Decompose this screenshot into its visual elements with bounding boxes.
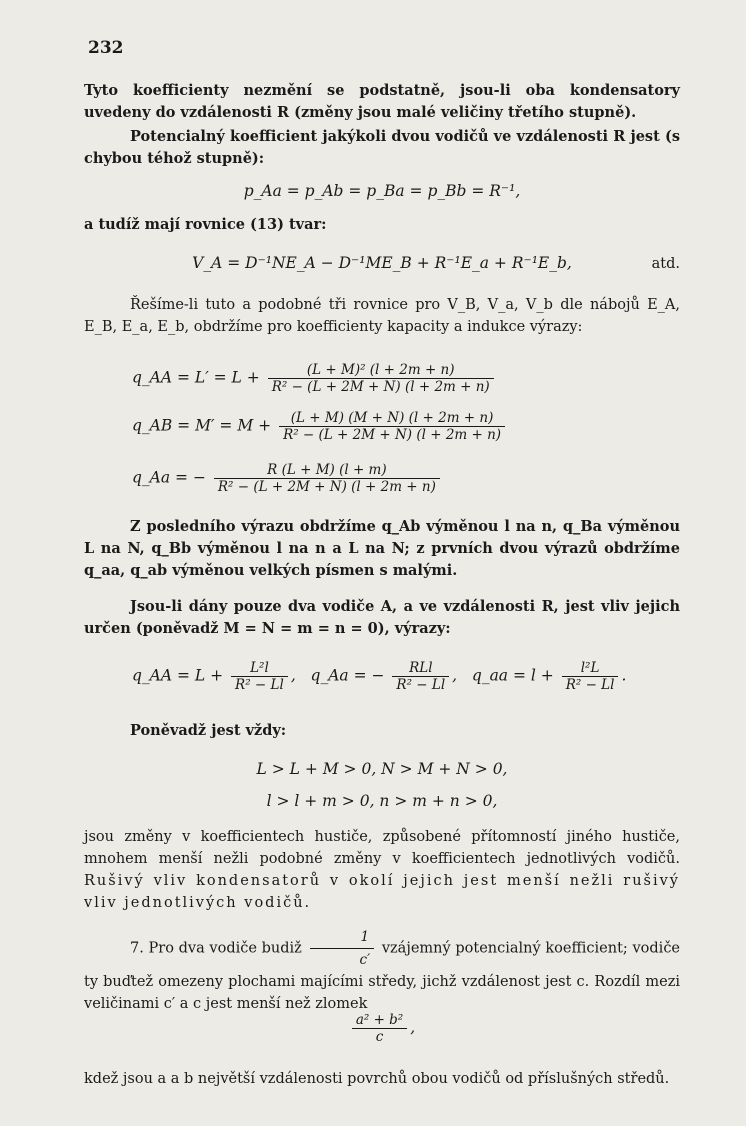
paragraph-two-conductors: Jsou-li dány pouze dva vodiče A, a ve vzdálenosti R, jest vliv jejich určen (poněvadž M = N = m = n = 0), výrazy:: [84, 598, 680, 637]
fraction-qAA: [268, 362, 494, 395]
fraction-qaa-two: [562, 660, 619, 693]
paragraph-coefficients-unchanged: Tyto koefficienty nezmění se podstatně, jsou-li oba kondensatory uvedeny do vzdálenosti R (změny jsou malé veličiny třetího stupně).: [84, 82, 680, 121]
equation-two-conductors: q_AA = L + $\frac{\text{L²l}}{\text{R² − Ll}}$ , q_Aa = − $\frac{\text{RLl}}{\text{R² − Ll}}$ , q_aa = l + $\frac{\text{l²L}}{\text{R² − Ll}}$ .: [132, 660, 627, 693]
paragraph-solving-equations: Řešíme-li tuto a podobné tři rovnice pro V_B, V_a, V_b dle nábojů E_A, E_B, E_a, E_b, obdržíme pro koefficienty kapacity a indukce výrazy:: [84, 297, 680, 335]
paragraph-exchange-rules: Z posledního výrazu obdržíme q_Ab výměnou l na n, q_Ba výměnou L na N, q_Bb výměnou l na n a L na N; z prvních dvou výrazů obdržíme q_aa, q_ab výměnou velkých písmen s malými.: [84, 518, 680, 579]
fraction-ab-numerator: a² + b²: [355, 1012, 404, 1028]
section-7-text: vzájemný potencialný koefficient; vodiče ty buďtež omezeny plochami majícími středy, jichž vzdálenost jest c. Rozdíl mezi veličinami c′ a c jest menší než zlomek: [84, 940, 681, 1012]
paragraph-potential-coefficient: Potencialný koefficient jakýkoli dvou vodičů ve vzdálenosti R jest (s chybou téhož stupně):: [84, 128, 680, 167]
fraction-ab-over-c: [352, 1012, 407, 1045]
paragraph-equations-form: a tudíž mají rovnice (13) tvar:: [84, 216, 327, 233]
equation-va: [84, 254, 680, 272]
paragraph-changes-text: jsou změny v koefficientech hustiče, způsobené přítomností jiného hustiče, mnohem menší nežli podobné změny v koefficientech jednotlivých vodičů.: [84, 829, 680, 867]
equation-qAA: [132, 362, 497, 395]
fraction-qAB: [279, 410, 505, 443]
fraction-qAa-two: [392, 660, 449, 693]
equation-qAA-two-lhs: q_AA = L +: [132, 666, 224, 685]
fraction-ab-denominator: c: [352, 1028, 407, 1045]
fraction-qAa-two-numerator: RLl: [409, 660, 433, 676]
inequality-uppercase: L > L + M > 0, N > M + N > 0,: [256, 760, 508, 778]
equation-qAa-lhs: q_Aa = −: [132, 468, 206, 487]
fraction-one-over-c-numerator: 1: [360, 929, 370, 945]
fraction-one-over-c: [310, 926, 375, 971]
fraction-ab-comma: ,: [410, 1018, 416, 1037]
fraction-qAB-denominator: R² − (L + 2M + N) (l + 2m + n): [279, 426, 505, 443]
section-7-lead: 7. Pro dva vodiče budiž: [130, 940, 302, 957]
fraction-qAA-numerator: (L + M)² (l + 2m + n): [306, 362, 455, 378]
etc-label: atd.: [651, 256, 680, 272]
fraction-qaa-two-numerator: l²L: [580, 660, 600, 676]
page-number: 232: [88, 38, 124, 58]
fraction-qAa: [214, 462, 440, 495]
paragraph-largest-distances: kdež jsou a a b největší vzdálenosti povrchů obou vodičů od příslušných středů.: [84, 1071, 670, 1087]
fraction-one-over-c-denominator: c′: [310, 948, 375, 971]
fraction-qAB-numerator: (L + M) (M + N) (l + 2m + n): [290, 410, 494, 426]
fraction-qAA-two-denominator: R² − Ll: [231, 676, 288, 693]
equation-potential-coefficients: p_Aa = p_Ab = p_Ba = p_Bb = R⁻¹,: [243, 182, 521, 200]
equation-qAB: [132, 410, 508, 443]
fraction-qaa-two-denominator: R² − Ll: [562, 676, 619, 693]
equation-va-text: V_A = D⁻¹NE_A − D⁻¹ME_B + R⁻¹E_a + R⁻¹E_b,: [192, 254, 572, 272]
paragraph-disturbing-influence: Rušivý vliv kondensatorů v okolí jejich jest menší nežli rušivý vliv jednotlivých vodičů.: [84, 873, 680, 911]
fraction-qAA-two-numerator: L²l: [250, 660, 269, 676]
equation-ab-over-c: [84, 1012, 680, 1045]
paragraph-because-always: Poněvadž jest vždy:: [130, 722, 287, 739]
equation-qAa-two-lhs: q_Aa = −: [310, 666, 385, 685]
fraction-qAa-two-denominator: R² − Ll: [392, 676, 449, 693]
equation-qaa-two-lhs: q_aa = l +: [471, 666, 554, 685]
inequality-lowercase: l > l + m > 0, n > m + n > 0,: [266, 792, 498, 810]
paragraph-changes-smaller: [84, 826, 680, 914]
fraction-qAA-two: [231, 660, 288, 693]
fraction-qAa-denominator: R² − (L + 2M + N) (l + 2m + n): [214, 478, 440, 495]
equation-qAa: [132, 462, 443, 495]
equation-qAA-lhs: q_AA = L′ = L +: [132, 368, 260, 387]
fraction-qAA-denominator: R² − (L + 2M + N) (l + 2m + n): [268, 378, 494, 395]
fraction-qAa-numerator: R (L + M) (l + m): [267, 462, 387, 478]
equation-qAB-lhs: q_AB = M′ = M +: [132, 416, 272, 435]
paragraph-section-7: [84, 926, 680, 1015]
